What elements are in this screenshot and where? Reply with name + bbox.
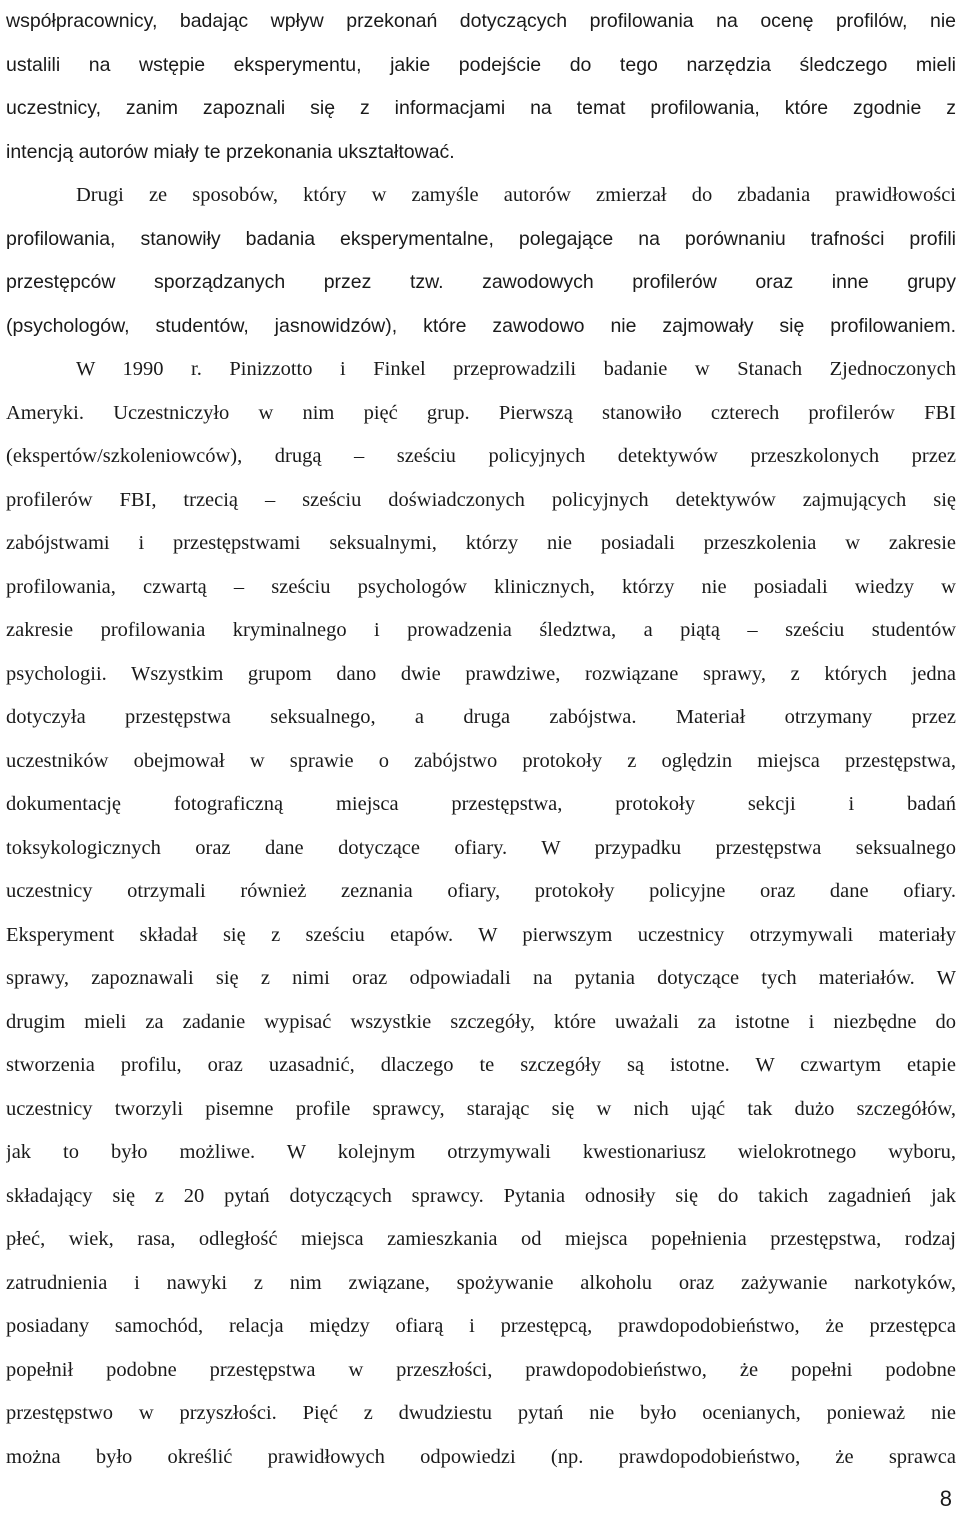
text-line: posiadany samochód, relacja między ofiarą i przestępcą, prawdopodobieństwo, że przestępca: [6, 1315, 956, 1337]
text-line: profilowania, stanowiły badania eksperymentalne, polegające na porównaniu trafności profili: [6, 227, 956, 250]
text-line: profilerów FBI, trzecią – sześciu doświadczonych policyjnych detektywów zajmujących się: [6, 488, 956, 511]
text-line: dotyczyła przestępstwa seksualnego, a druga zabójstwa. Materiał otrzymany przez: [6, 706, 956, 728]
text-line: uczestnicy tworzyli pisemne profile sprawcy, starając się w nich ująć tak dużo szczegółów,: [6, 1097, 956, 1120]
text-line: przestępstwo w przyszłości. Pięć z dwudziestu pytań nie było ocenianych, ponieważ nie: [6, 1402, 956, 1424]
text-line: Eksperyment składał się z sześciu etapów. W pierwszym uczestnicy otrzymywali materiały: [6, 923, 956, 946]
text-line: drugim mieli za zadanie wypisać wszystkie szczegóły, które uważali za istotne i niezbędne do: [6, 1010, 956, 1033]
paragraph-first-line: W 1990 r. Pinizzotto i Finkel przeprowadzili badanie w Stanach Zjednoczonych: [76, 358, 956, 380]
text-line: zatrudnienia i nawyki z nim związane, spożywanie alkoholu oraz zażywanie narkotyków,: [6, 1271, 956, 1294]
paragraph-first-line: Drugi ze sposobów, który w zamyśle autorów zmierzał do zbadania prawidłowości: [76, 184, 956, 206]
text-line: uczestnicy otrzymali również zeznania ofiary, protokoły policyjne oraz dane ofiary.: [6, 880, 956, 902]
text-line: uczestników obejmował w sprawie o zabójstwo protokoły z oględzin miejsca przestępstwa,: [6, 749, 956, 772]
text-line: psychologii. Wszystkim grupom dano dwie prawdziwe, rozwiązane sprawy, z których jedna: [6, 662, 956, 685]
text-line: zakresie profilowania kryminalnego i prowadzenia śledztwa, a piątą – sześciu studentów: [6, 619, 956, 641]
page-number: 8: [939, 1486, 952, 1511]
text-line: sprawy, zapoznawali się z nimi oraz odpowiadali na pytania dotyczące tych materiałów. W: [6, 967, 956, 989]
text-fragment: Ameryki. Uczestniczyło w nim pięć grup.: [6, 401, 470, 424]
text-line: zabójstwami i przestępstwami seksualnymi, którzy nie posiadali przeszkolenia w zakresie: [6, 532, 956, 554]
body-text: [6, 0, 956, 1479]
text-line: przestępców sporządzanych przez tzw. zawodowych profilerów oraz inne grupy: [6, 271, 956, 293]
text-line: dokumentację fotograficzną miejsca przestępstwa, protokoły sekcji i badań: [6, 793, 956, 815]
text-fragment: Pierwszą stanowiło czterech profilerów FBI: [498, 401, 956, 424]
text-line: intencją autorów miały te przekonania ukształtować.: [6, 140, 455, 163]
text-line: można było określić prawidłowych odpowiedzi (np. prawdopodobieństwo, że sprawca: [6, 1445, 956, 1468]
text-line: stworzenia profilu, oraz uzasadnić, dlaczego te szczegóły są istotne. W czwartym etapie: [6, 1054, 956, 1076]
text-line: składający się z 20 pytań dotyczących sprawcy. Pytania odnosiły się do takich zagadnień jak: [6, 1184, 956, 1207]
text-line: popełnił podobne przestępstwa w przeszłości, prawdopodobieństwo, że popełni podobne: [6, 1358, 956, 1381]
text-line: jak to było możliwe. W kolejnym otrzymywali kwestionariusz wielokrotnego wyboru,: [6, 1141, 956, 1163]
text-line: współpracownicy, badając wpływ przekonań dotyczących profilowania na ocenę profilów, nie: [6, 10, 956, 32]
text-line: płeć, wiek, rasa, odległość miejsca zamieszkania od miejsca popełnienia przestępstwa, rodzaj: [6, 1228, 956, 1250]
text-line: ustalili na wstępie eksperymentu, jakie podejście do tego narzędzia śledczego mieli: [6, 53, 956, 76]
text-line: [6, 392, 956, 436]
text-line: (psychologów, studentów, jasnowidzów), które zawodowo nie zajmowały się profilowaniem.: [6, 314, 956, 337]
text-line: toksykologicznych oraz dane dotyczące ofiary. W przypadku przestępstwa seksualnego: [6, 836, 956, 859]
text-line: (ekspertów/szkoleniowców), drugą – sześciu policyjnych detektywów przeszkolonych przez: [6, 445, 956, 467]
document-page: [6, 0, 956, 1479]
text-line: profilowania, czwartą – sześciu psychologów klinicznych, którzy nie posiadali wiedzy w: [6, 575, 956, 598]
text-line: uczestnicy, zanim zapoznali się z informacjami na temat profilowania, które zgodnie z: [6, 97, 956, 119]
